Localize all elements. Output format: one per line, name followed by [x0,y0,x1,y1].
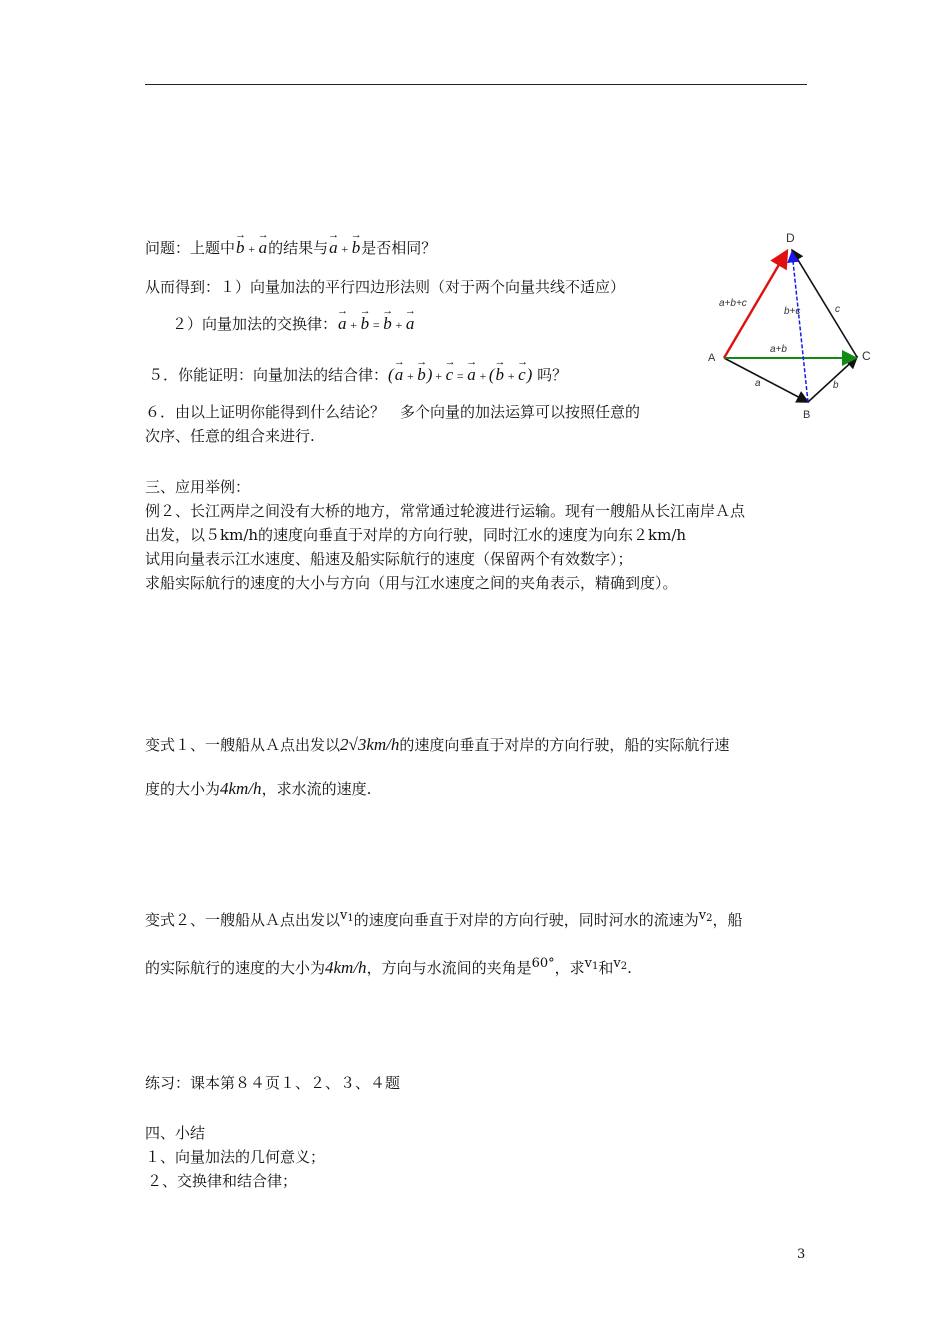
summary-item-2: ２、交换律和结合律； [147,1172,298,1190]
associative-prefix: ５．你能证明：向量加法的结合律： [148,366,389,384]
label-b: b [833,380,839,391]
label-a-plus-b-plus-c: a+b+c [719,298,747,309]
vector-addition-diagram [700,228,885,423]
example2-line4: 求船实际航行的速度的大小与方向（用与江水速度之间的夹角表示，精确到度）。 [145,574,678,592]
question-prefix: 问题：上题中 [145,239,236,257]
variant1-line1 [145,734,729,756]
associative-law-line [148,360,567,387]
label-a-plus-b: a+b [770,344,787,355]
vector-b-plus-c-arrow [792,252,808,402]
formula-a-plus-b: → a +→ b [328,238,361,257]
v2-symbol: $v_2$ [698,908,713,924]
variant2-text-h: . [627,959,632,977]
v1-symbol-2: $v_1$ [584,956,599,972]
question-suffix: 是否相同？ [361,239,437,257]
question-line [145,233,436,260]
vector-a-arrow [724,358,808,402]
point-a-label: A [708,352,716,364]
variant1-text-b: 的速度向垂直于对岸的方向行驶，船的实际航行速 [399,736,730,754]
variant2-angle: 60° [531,956,555,971]
variant2-text-f: ，求 [554,959,585,977]
example2-line2: 出发，以５km/h的速度向垂直于对岸的方向行驶，同时江水的速度为向东２km/h [145,526,687,544]
variant2-text-g: 和 [598,959,614,977]
variant2-text-b: 的速度向垂直于对岸的方向行驶，同时河水的流速为 [353,911,699,929]
v2-symbol-2: $v_2$ [613,956,628,972]
commutative-label: ２）向量加法的交换律： [172,315,338,333]
variant1-text-d: ，求水流的速度. [261,780,372,798]
variant1-actual-speed: 4km/h [220,779,262,798]
label-c: c [835,304,840,315]
variant2-actual-speed: 4km/h [325,958,367,977]
page-number: 3 [797,1247,806,1262]
variant1-text-c: 度的大小为 [145,780,221,798]
question-middle: 的结果与 [268,239,329,257]
variant1-text-a: 变式１、一艘船从Ａ点出发以 [145,736,341,754]
variant2-text-a: 变式２、一艘船从Ａ点出发以 [145,911,341,929]
variant2-text-d: 的实际航行的速度的大小为 [145,959,326,977]
variant2-line2 [145,953,632,979]
practice-line: 练习：课本第８４页１、２、３、４题 [145,1074,401,1092]
point-d-label: D [786,231,795,245]
commutative-formula: → a +→ b =→ b +→ a [337,314,415,333]
item6-line2: 次序、任意的组合来进行. [145,427,315,445]
variant2-line1 [145,905,743,931]
header-rule [145,84,807,85]
formula-b-plus-a: → b +→ a [235,238,268,257]
item6-line1: ６．由以上证明你能得到什么结论？ 多个向量的加法运算可以按照任意的 [145,403,641,421]
point-b-label: B [803,409,811,421]
summary-item-1: １、向量加法的几何意义； [145,1148,326,1166]
example2-line3: 试用向量表示江水速度、船速及船实际航行的速度（保留两个有效数字）； [145,550,633,568]
associative-suffix: 吗？ [532,366,568,384]
label-b-plus-c: b+c [784,306,801,317]
label-a: a [755,378,761,389]
v1-symbol: $v_1$ [340,908,354,924]
variant1-speed: 2√3km/h [340,735,400,754]
variant2-text-c: ，船 [712,911,743,929]
variant1-line2 [145,778,371,800]
conclusion-line: 从而得到：１）向量加法的平行四边形法则（对于两个向量共线不适应） [145,278,626,296]
section4-heading: 四、小结 [145,1124,206,1142]
section3-heading: 三、应用举例： [145,478,251,496]
associative-formula: (→ a +→ b) +→ c =→ a + (→ b +→ c) [388,365,532,384]
point-c-label: C [862,349,871,363]
commutative-law-line [172,309,415,336]
variant2-text-e: ，方向与水流间的夹角是 [366,959,532,977]
example2-line1: 例２、长江两岸之间没有大桥的地方，常常通过轮渡进行运输。现有一艘船从长江南岸Ａ点 [145,502,746,520]
